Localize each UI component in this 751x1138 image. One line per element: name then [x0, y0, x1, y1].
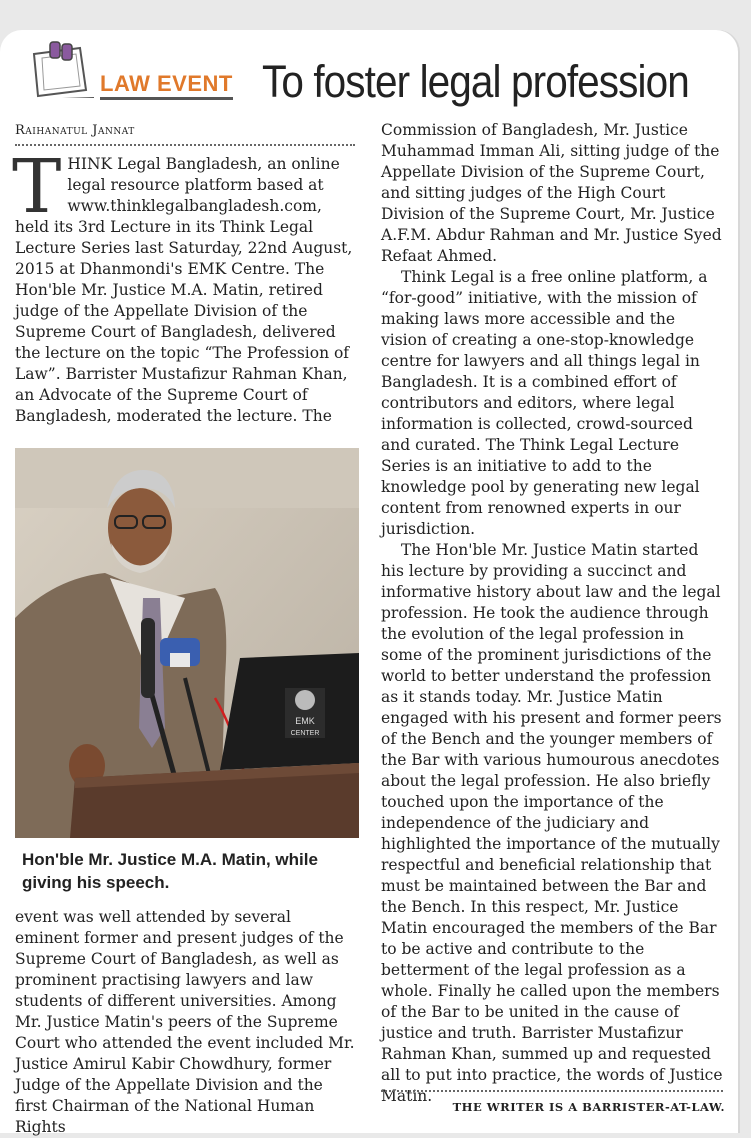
- newspaper-page: [0, 30, 738, 1136]
- footer-divider: [381, 1090, 723, 1092]
- drop-cap: T: [12, 144, 62, 230]
- headline: To foster legal profession: [262, 56, 689, 107]
- article-header: [0, 30, 738, 120]
- speaker-photo: [15, 448, 359, 838]
- laptop-logo-line2: CENTER: [290, 730, 320, 737]
- byline: Raihanatul Jannat: [15, 123, 135, 138]
- article-paragraph: The Hon'ble Mr. Justice Matin started his lecture by providing a succinct and informative history about law and the legal profession. He took the audience through the evolution of the legal profession in some of the prominent jurisdictions of the world to better understand the profession as it stands today. Mr. Justice Matin engaged with his present and former peers of the Bench and the younger members of the Bar with various humourous anecdotes about the legal profession. He also briefly touched upon the importance of the independence of the judiciary and highlighted the importance of the mutually respectful and beneficial relationship that must be maintained between the Bar and the Bench. In this respect, Mr. Justice Matin encouraged the members of the Bar to be active and contribute to the betterment of the legal profession as a whole. Finally he called upon the members of the Bar to be united in the cause of justice and truth. Barrister Mustafizur Rahman Khan, summed up and requested all to put into practice, the words of Justice Matin.: [381, 541, 723, 1105]
- clipboard-icon: [30, 40, 94, 98]
- article-column-left-top: [12, 144, 355, 427]
- article-column-right: [381, 120, 723, 1107]
- byline-divider: [15, 144, 355, 146]
- speaker-photo-illustration: [15, 448, 359, 838]
- article-column-left-bottom: [15, 907, 355, 1138]
- section-label: LAW EVENT: [100, 72, 233, 100]
- article-paragraph: Commission of Bangladesh, Mr. Justice Muhammad Imman Ali, sitting judge of the Appellate Division of the Supreme Court, and sitting judges of the High Court Division of the Supreme Court, Mr. Justice A.F.M. Abdur Rahman and Mr. Justice Syed Refaat Ahmed.: [381, 121, 722, 265]
- article-paragraph: Think Legal is a free online platform, a “for-good” initiative, with the mission of making laws more accessible and the vision of creating a one-stop-knowledge centre for lawyers and all things legal in Bangladesh. It is a combined effort of contributors and editors, where legal information is collected, crowd-sourced and curated. The Think Legal Lecture Series is an initiative to add to the knowledge pool by generating new legal content from renowned experts in our jurisdiction.: [381, 268, 708, 538]
- article-paragraph: HINK Legal Bangladesh, an online legal resource platform based at www.thinklegalbangladesh.com, held its 3rd Lecture in its Think Legal Lecture Series last Saturday, 22nd August, 2015 at Dhanmondi's EMK Centre. The Hon'ble Mr. Justice M.A. Matin, retired judge of the Appellate Division of the Supreme Court of Bangladesh, delivered the lecture on the topic “The Profession of Law”. Barrister Mustafizur Rahman Khan, an Advocate of the Supreme Court of Bangladesh, moderated the lecture. The: [15, 155, 353, 425]
- writer-note: THE WRITER IS A BARRISTER-AT-LAW.: [452, 1100, 725, 1114]
- photo-caption: Hon'ble Mr. Justice M.A. Matin, while giving his speech.: [22, 850, 318, 892]
- laptop-logo-line1: EMK: [295, 716, 315, 726]
- article-paragraph: event was well attended by several eminent former and present judges of the Supreme Court of Bangladesh, as well as prominent practising lawyers and law students of different universities. Among Mr. Justice Matin's peers of the Supreme Court who attended the event included Mr. Justice Amirul Kabir Chowdhury, former Judge of the Appellate Division and the first Chairman of the National Human Rights: [15, 908, 355, 1136]
